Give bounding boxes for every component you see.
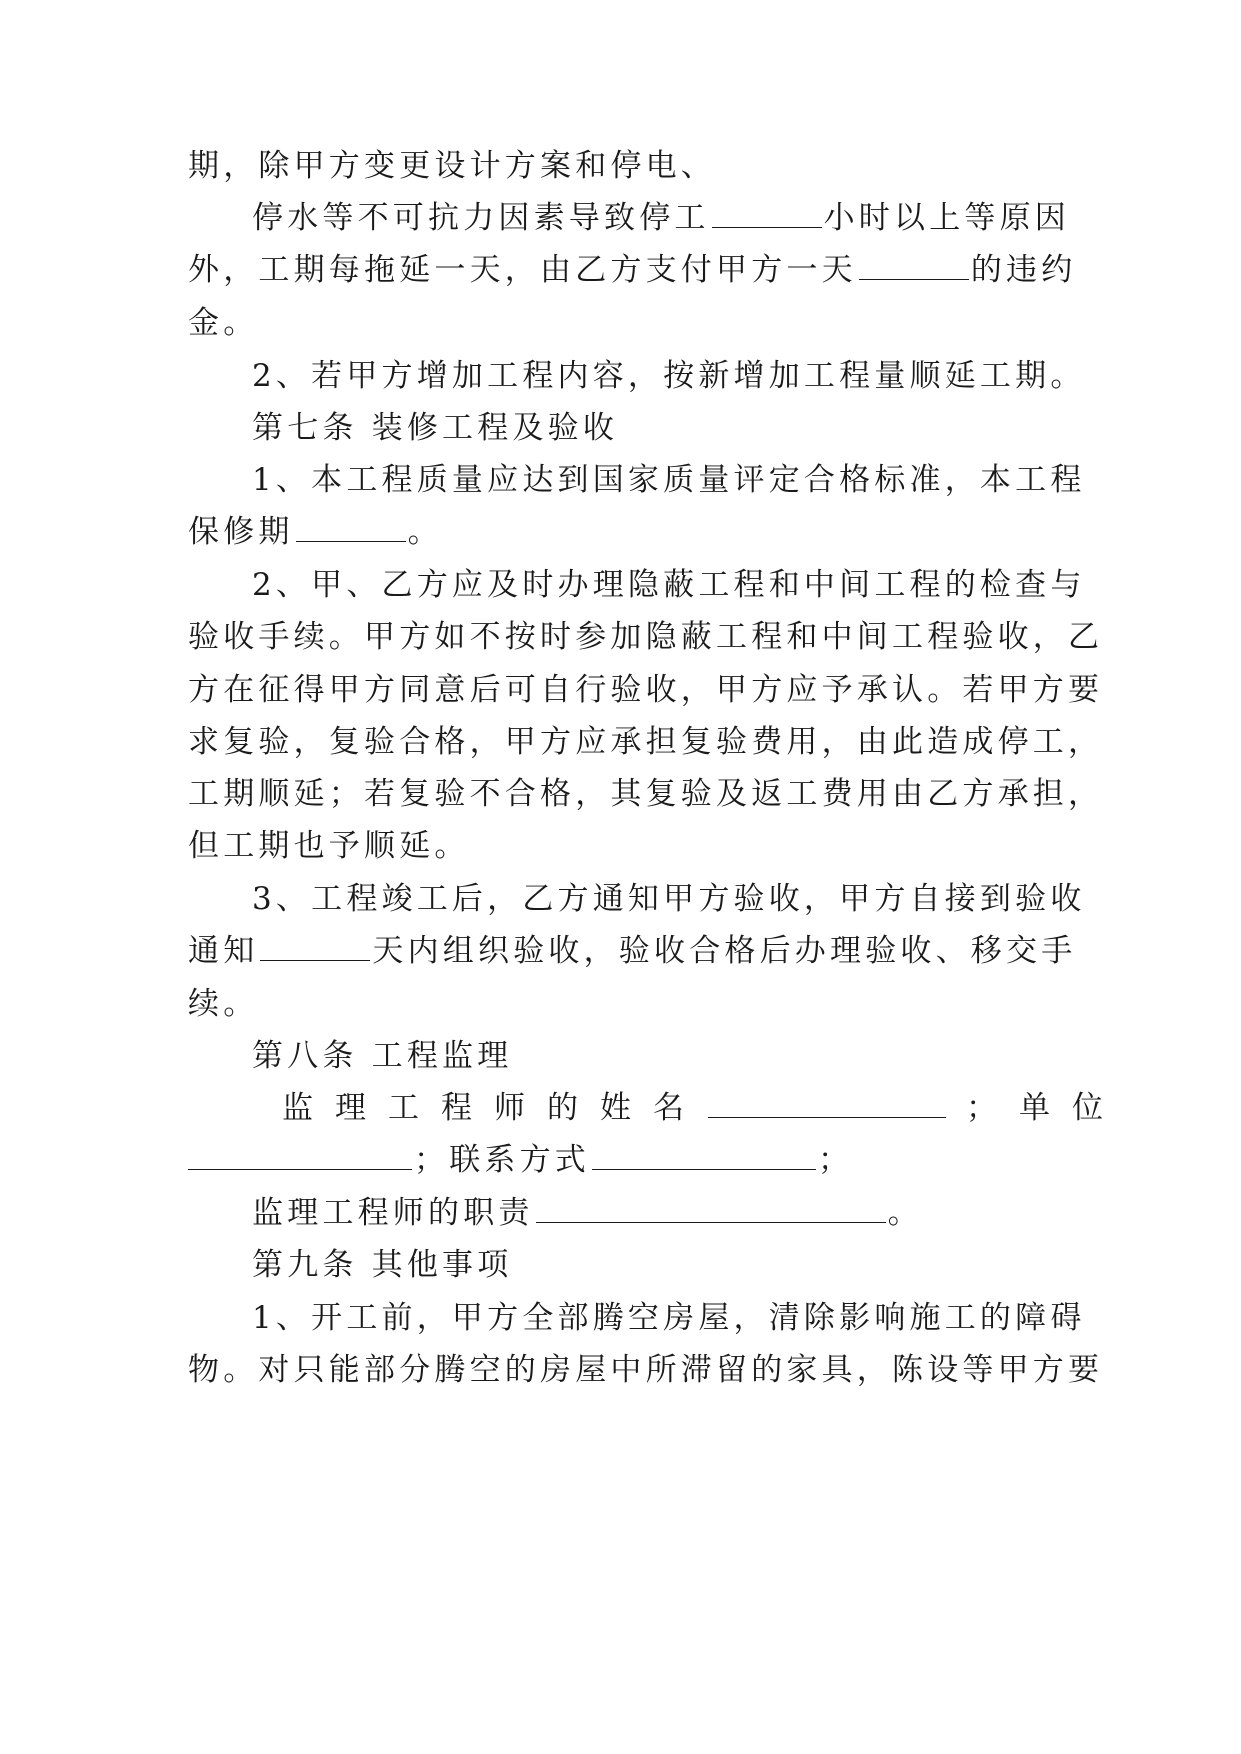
line-text: 期，除甲方变更设计方案和停电、 bbox=[188, 148, 716, 184]
section-heading bbox=[252, 408, 1053, 448]
blank-field bbox=[188, 1143, 412, 1170]
line-text: ； bbox=[818, 1142, 854, 1178]
text-line bbox=[188, 984, 1053, 1024]
line-text: ；联系方式 bbox=[414, 1142, 590, 1178]
text-line bbox=[188, 250, 1077, 290]
line-text: 停水等不可抗力因素导致停工 bbox=[252, 200, 710, 236]
text-line bbox=[252, 198, 1071, 238]
text-line bbox=[188, 826, 1053, 866]
section-heading bbox=[252, 1036, 1053, 1076]
heading-text: 第九条 其他事项 bbox=[252, 1247, 513, 1283]
line-text: 2、若甲方增加工程内容，按新增加工程量顺延工期。 bbox=[252, 358, 1086, 394]
line-text: 工期顺延；若复验不合格，其复验及返工费用由乙方承担， bbox=[188, 776, 1104, 812]
blank-field bbox=[712, 201, 822, 228]
line-text: 通知 bbox=[188, 933, 259, 969]
heading-text: 第七条 装修工程及验收 bbox=[252, 410, 619, 446]
text-line bbox=[188, 722, 1104, 762]
line-text: 方在征得甲方同意后可自行验收，甲方应予承认。若甲方要 bbox=[188, 672, 1104, 708]
blank-field bbox=[708, 1091, 946, 1118]
line-text: 物。对只能部分腾空的房屋中所滞留的家具，陈设等甲方要 bbox=[188, 1352, 1104, 1388]
text-line bbox=[252, 356, 1086, 396]
text-line bbox=[188, 303, 1053, 343]
blank-field bbox=[859, 253, 969, 280]
blank-field bbox=[592, 1143, 816, 1170]
heading-text: 第八条 工程监理 bbox=[252, 1038, 513, 1074]
line-text: 监理工程师的职责 bbox=[252, 1195, 534, 1231]
line-text: 监理工程师的姓名 bbox=[282, 1090, 706, 1126]
blank-field bbox=[260, 934, 370, 961]
line-text: 。 bbox=[407, 514, 443, 550]
text-line bbox=[188, 617, 1104, 657]
line-text: 1、开工前，甲方全部腾空房屋，清除影响施工的障碍 bbox=[252, 1300, 1086, 1336]
text-line bbox=[188, 1140, 1053, 1180]
text-line bbox=[252, 460, 1086, 500]
line-text: 外，工期每拖延一天，由乙方支付甲方一天 bbox=[188, 252, 857, 288]
section-heading bbox=[252, 1245, 1053, 1285]
text-line bbox=[188, 146, 1053, 186]
line-text: 2、甲、乙方应及时办理隐蔽工程和中间工程的检查与 bbox=[252, 567, 1086, 603]
blank-field bbox=[536, 1196, 886, 1223]
text-line bbox=[282, 1088, 1125, 1128]
text-line bbox=[252, 879, 1086, 919]
line-text: ；单位 bbox=[966, 1090, 1125, 1126]
text-line bbox=[252, 1193, 1053, 1233]
line-text: 续。 bbox=[188, 986, 259, 1022]
line-text: 保修期 bbox=[188, 514, 294, 550]
line-text: 。 bbox=[887, 1195, 923, 1231]
text-line bbox=[188, 774, 1104, 814]
line-text: 验收手续。甲方如不按时参加隐蔽工程和中间工程验收，乙 bbox=[188, 619, 1104, 655]
text-line bbox=[188, 670, 1104, 710]
text-line bbox=[188, 931, 1077, 971]
line-text: 的违约 bbox=[970, 252, 1077, 288]
line-text: 求复验，复验合格，甲方应承担复验费用，由此造成停工， bbox=[188, 724, 1104, 760]
line-text: 小时以上等原因 bbox=[823, 200, 1071, 236]
line-text: 但工期也予顺延。 bbox=[188, 828, 470, 864]
text-line bbox=[252, 565, 1086, 605]
line-text: 3、工程竣工后，乙方通知甲方验收，甲方自接到验收 bbox=[252, 881, 1086, 917]
line-text: 1、本工程质量应达到国家质量评定合格标准，本工程 bbox=[252, 462, 1086, 498]
text-line bbox=[252, 1298, 1086, 1338]
line-text: 金。 bbox=[188, 305, 259, 341]
text-line bbox=[188, 1350, 1104, 1390]
line-text: 天内组织验收，验收合格后办理验收、移交手 bbox=[372, 933, 1077, 969]
text-line bbox=[188, 512, 1053, 552]
blank-field bbox=[296, 515, 406, 542]
